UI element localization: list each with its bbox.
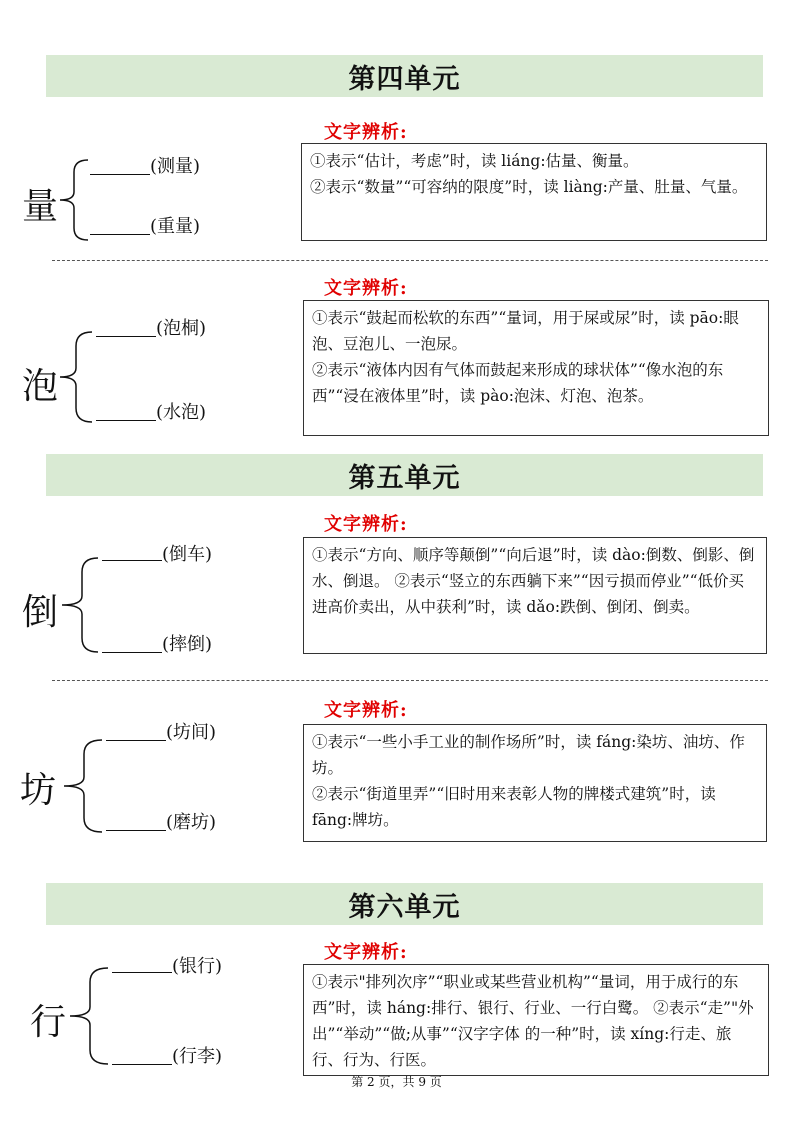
analysis-label: 文字辨析: [324,700,408,721]
answer-blank[interactable] [102,652,162,653]
definition-text: ①表示“一些小手工业的制作场所”时，读 fáng:染坊、油坊、作坊。 [312,733,745,777]
analysis-label: 文字辨析: [324,514,408,535]
brace-icon [60,738,106,834]
unit-header-4 [46,55,763,97]
answer-blank[interactable] [102,560,162,561]
word-hint: (倒车) [162,544,213,565]
definition-text: ②表示“数量”“可容纳的限度”时，读 liàng:产量、肚量、气量。 [310,178,748,196]
brace-icon [56,330,96,424]
definition-box [303,300,769,436]
entry-character: 行 [30,1002,67,1043]
word-hint: (磨坊) [166,812,217,833]
word-hint: (泡桐) [156,318,207,339]
word-hint: (水泡) [156,402,207,423]
analysis-label: 文字辨析: [324,278,408,299]
definition-box [301,143,767,241]
answer-blank[interactable] [112,1064,172,1065]
answer-blank[interactable] [90,234,150,235]
analysis-label: 文字辨析: [324,122,408,143]
unit-header-6 [46,883,763,925]
definition-text: ②表示“街道里弄”“旧时用来表彰人物的牌楼式建筑”时，读 fāng:牌坊。 [312,785,716,829]
unit-title: 第四单元 [348,63,461,95]
answer-blank[interactable] [90,174,150,175]
dashed-divider [52,260,768,261]
definition-box [303,537,767,654]
definition-text: ①表示"排列次序”“职业或某些营业机构”“量词，用于成行的东西”时，读 háng:排行、银行、行业、一行白鹭。 ②表示“走”"外出”“举动”“做;从事”“汉字字体 的一种”时，读 xíng:行走、旅行、行为、行医。 [312,973,754,1069]
word-hint: (银行) [172,956,223,977]
definition-box [303,964,769,1076]
entry-character: 坊 [20,770,57,811]
entry-character: 量 [22,186,59,227]
word-hint: (行李) [172,1046,223,1067]
answer-blank[interactable] [112,972,172,973]
word-hint: (摔倒) [162,634,213,655]
brace-icon [56,158,92,242]
answer-blank[interactable] [106,830,166,831]
page-footer: 第 2 页，共 9 页 [351,1075,442,1089]
answer-blank[interactable] [96,420,156,421]
unit-title: 第五单元 [348,462,461,494]
definition-box [303,724,767,842]
definition-text: ①表示“鼓起而松软的东西”“量词，用于屎或尿”时，读 pāo:眼泡、豆泡儿、一泡尿。 [312,309,739,353]
definition-text: ①表示“方向、顺序等颠倒”“向后退”时，读 dào:倒数、倒影、倒水、倒退。 ②表示“竖立的东西躺下来”“因亏损而停业”“低价买进高价卖出，从中获利”时，读 dǎo:跌倒、倒闭、倒卖。 [312,546,755,616]
word-hint: (测量) [150,156,201,177]
entry-character: 倒 [22,592,59,633]
word-hint: (坊间) [166,722,217,743]
entry-character: 泡 [22,366,59,407]
unit-header-5 [46,454,763,496]
answer-blank[interactable] [106,740,166,741]
unit-title: 第六单元 [348,891,461,923]
definition-text: ②表示“液体内因有气体而鼓起来形成的球状体”“像水泡的东西”“浸在液体里”时，读 pào:泡沫、灯泡、泡茶。 [312,361,724,405]
definition-text: ①表示“估计，考虑”时，读 liáng:估量、衡量。 [310,152,639,170]
word-hint: (重量) [150,216,201,237]
brace-icon [58,556,102,654]
answer-blank[interactable] [96,336,156,337]
dashed-divider [52,680,768,681]
brace-icon [66,966,112,1066]
analysis-label: 文字辨析: [324,942,408,963]
